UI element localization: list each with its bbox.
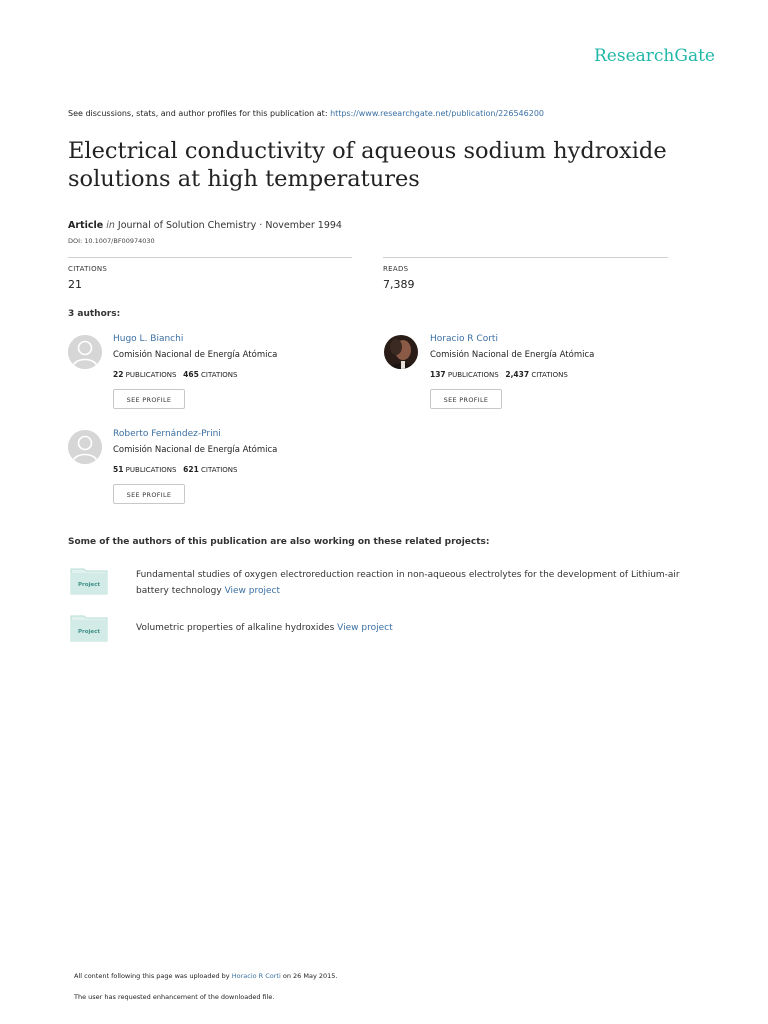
publication-link[interactable]: https://www.researchgate.net/publication/226546200 [330, 109, 544, 118]
publications-count: 51 [113, 465, 124, 474]
author-stats [430, 370, 568, 379]
author-name-link[interactable]: Roberto Fernández-Prini [113, 429, 221, 439]
author-name-link[interactable]: Hugo L. Bianchi [113, 334, 184, 344]
project-description: Volumetric properties of alkaline hydroxides [136, 623, 335, 633]
citations-count: 621 [183, 465, 199, 474]
project-icon-label: Project [77, 582, 101, 588]
see-profile-button[interactable]: SEE PROFILE [430, 389, 502, 409]
author-name-link[interactable]: Horacio R Corti [430, 334, 498, 344]
citations-label: CITATIONS [68, 265, 108, 273]
citations-count: 465 [183, 370, 199, 379]
project-description: Fundamental studies of oxygen electroreduction reaction in non-aqueous electrolytes for the development of Lithium-air battery technology [136, 570, 680, 596]
author-institution: Comisión Nacional de Energía Atómica [430, 350, 595, 360]
related-project-item [136, 567, 696, 599]
publications-count: 22 [113, 370, 124, 379]
article-in: in [106, 220, 115, 231]
researchgate-logo[interactable]: ResearchGate [594, 46, 715, 66]
authors-heading: 3 authors: [68, 309, 121, 319]
discussion-prefix: See discussions, stats, and author profiles for this publication at: [68, 109, 331, 118]
see-profile-button[interactable]: SEE PROFILE [113, 484, 185, 504]
citations-label: CITATIONS [201, 371, 238, 379]
project-folder-icon [70, 614, 108, 640]
citations-value: 21 [68, 278, 82, 291]
uploader-link[interactable]: Horacio R Corti [231, 972, 281, 980]
journal-info: Journal of Solution Chemistry · November 1994 [117, 220, 342, 231]
avatar-placeholder-icon[interactable] [68, 335, 102, 369]
publications-label: PUBLICATIONS [447, 371, 499, 379]
author-institution: Comisión Nacional de Energía Atómica [113, 445, 278, 455]
publications-label: PUBLICATIONS [125, 371, 177, 379]
publication-title: Electrical conductivity of aqueous sodium hydroxide solutions at high temperatures [68, 138, 667, 192]
author-institution: Comisión Nacional de Energía Atómica [113, 350, 278, 360]
reads-divider [383, 257, 668, 258]
author-stats [113, 465, 238, 474]
author-stats [113, 370, 238, 379]
related-projects-heading: Some of the authors of this publication are also working on these related projects: [68, 537, 490, 547]
view-project-link[interactable]: View project [224, 586, 281, 596]
upload-suffix: on 26 May 2015. [280, 972, 338, 980]
discussion-line [68, 109, 544, 118]
project-icon-label: Project [77, 629, 101, 635]
citations-count: 2,437 [505, 370, 530, 379]
publications-count: 137 [430, 370, 446, 379]
related-project-item [136, 620, 696, 636]
reads-label: READS [383, 265, 409, 273]
avatar-placeholder-icon[interactable] [68, 430, 102, 464]
view-project-link[interactable]: View project [337, 623, 393, 633]
citations-divider [68, 257, 352, 258]
article-type: Article [68, 220, 104, 231]
enhancement-note: The user has requested enhancement of the downloaded file. [74, 993, 275, 1001]
citations-label: CITATIONS [531, 371, 568, 379]
doi: DOI: 10.1007/BF00974030 [68, 237, 155, 245]
citations-label: CITATIONS [201, 466, 238, 474]
upload-prefix: All content following this page was uploaded by [74, 972, 232, 980]
publications-label: PUBLICATIONS [125, 466, 177, 474]
article-info [68, 220, 342, 231]
see-profile-button[interactable]: SEE PROFILE [113, 389, 185, 409]
author-photo-avatar[interactable] [384, 335, 418, 369]
project-folder-icon [70, 567, 108, 593]
reads-value: 7,389 [383, 278, 415, 291]
upload-note [74, 972, 337, 980]
